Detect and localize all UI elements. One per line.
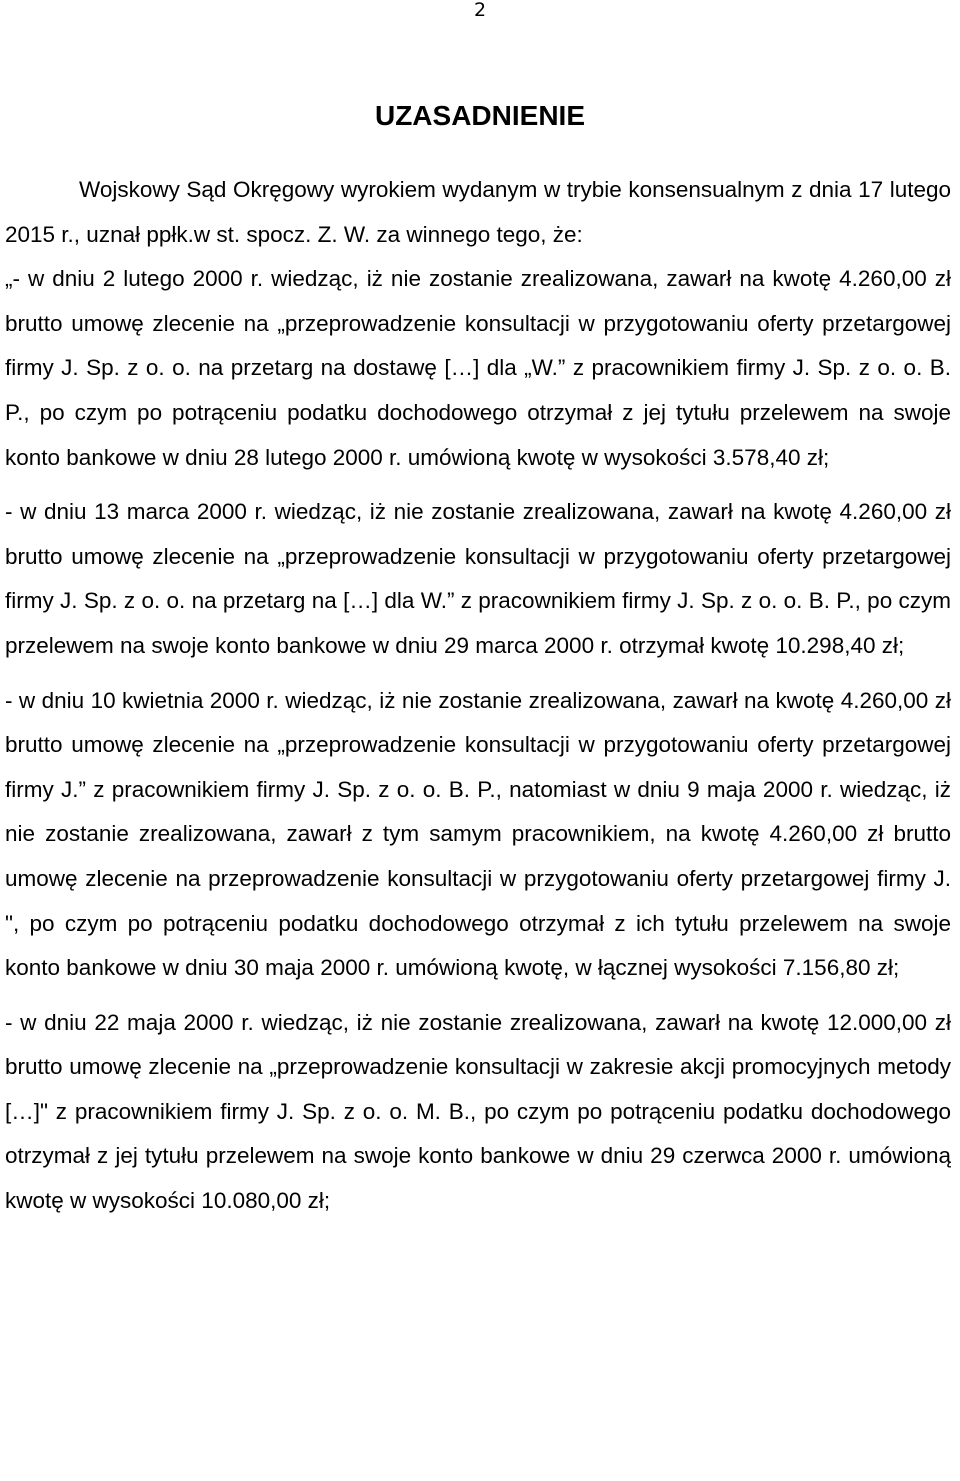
charge-paragraph-4: - w dniu 22 maja 2000 r. wiedząc, iż nie zostanie zrealizowana, zawarł na kwotę 12.000,00 zł brutto umowę zlecenie na „przeprowadzenie konsultacji w zakresie akcji promocyjnych metody […]" z pracownikiem firmy J. Sp. z o. o. M. B., po czym po potrąceniu podatku dochodowego otrzymał z jej tytułu przelewem na swoje konto bankowe w dniu 29 czerwca 2000 r. umówioną kwotę w wysokości 10.080,00 zł; xyxy=(5,1009,951,1214)
page-number: 2 xyxy=(473,0,487,21)
charge-paragraph-3: - w dniu 10 kwietnia 2000 r. wiedząc, iż nie zostanie zrealizowana, zawarł na kwotę 4.260,00 zł brutto umowę zlecenie na „przeprowadzenie konsultacji w przygotowaniu oferty przetargowej firmy J.” z pracownikiem firmy J. Sp. z o. o. B. P., natomiast w dniu 9 maja 2000 r. wiedząc, iż nie zostanie zrealizowana, zawarł z tym samym pracownikiem, na kwotę 4.260,00 zł brutto umowę zlecenie na przeprowadzenie konsultacji w przygotowaniu oferty przetargowej firmy J. ", po czym po potrąceniu podatku dochodowego otrzymał z ich tytułu przelewem na swoje konto bankowe w dniu 30 maja 2000 r. umówioną kwotę, w łącznej wysokości 7.156,80 zł; xyxy=(5,687,951,981)
document-body xyxy=(5,168,951,1224)
charge-paragraph-2: - w dniu 13 marca 2000 r. wiedząc, iż nie zostanie zrealizowana, zawarł na kwotę 4.260,00 zł brutto umowę zlecenie na „przeprowadzenie konsultacji w przygotowaniu oferty przetargowej firmy J. Sp. z o. o. na przetarg na […] dla W.” z pracownikiem firmy J. Sp. z o. o. B. P., po czym przelewem na swoje konto bankowe w dniu 29 marca 2000 r. otrzymał kwotę 10.298,40 zł; xyxy=(5,499,951,658)
intro-paragraph: Wojskowy Sąd Okręgowy wyrokiem wydanym w trybie konsensualnym z dnia 17 lutego 2015 r., uznał ppłk.w st. spocz. Z. W. za winnego tego, że: xyxy=(5,177,951,247)
charge-paragraph-1: „- w dniu 2 lutego 2000 r. wiedząc, iż nie zostanie zrealizowana, zawarł na kwotę 4.260,00 zł brutto umowę zlecenie na „przeprowadzenie konsultacji w przygotowaniu oferty przetargowej firmy J. Sp. z o. o. na przetarg na dostawę […] dla „W.” z pracownikiem firmy J. Sp. z o. o. B. P., po czym po potrąceniu podatku dochodowego otrzymał z jej tytułu przelewem na swoje konto bankowe w dniu 28 lutego 2000 r. umówioną kwotę w wysokości 3.578,40 zł; xyxy=(5,266,951,470)
document-title: UZASADNIENIE xyxy=(374,100,585,131)
